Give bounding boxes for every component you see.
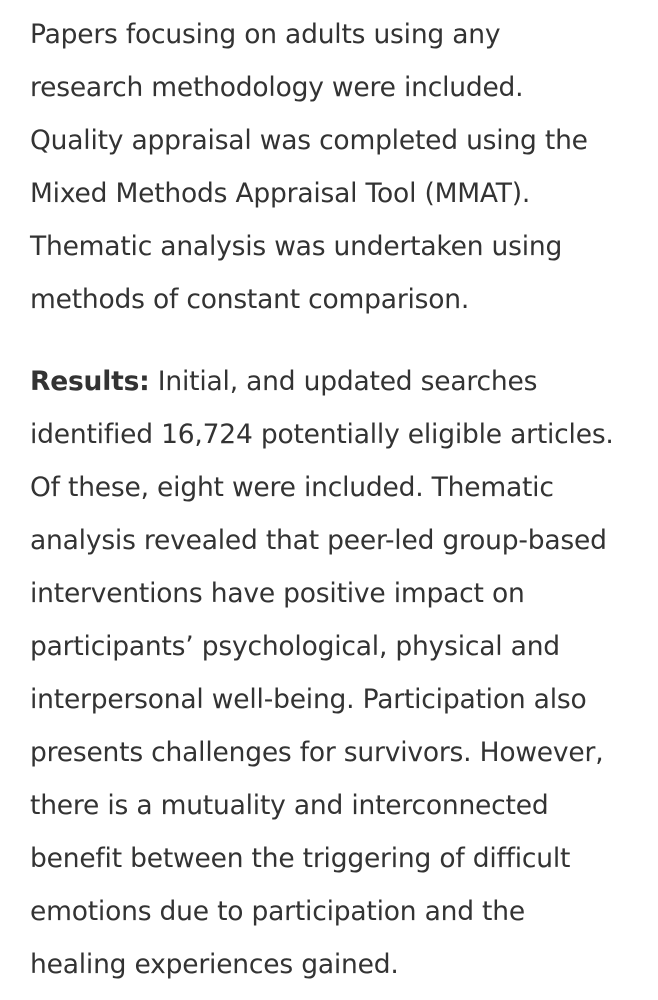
results-line: analysis revealed that peer-led group-based: [30, 525, 607, 556]
results-line: Of these, eight were included. Thematic: [30, 472, 554, 503]
abstract-text: [30, 8, 650, 991]
methods-line: Mixed Methods Appraisal Tool (MMAT).: [30, 178, 531, 209]
methods-line: research methodology were included.: [30, 72, 524, 103]
results-first-line: [30, 355, 650, 408]
results-line: healing experiences gained.: [30, 949, 399, 980]
results-first-line-text: Initial, and updated searches: [149, 366, 538, 397]
methods-line: Quality appraisal was completed using the: [30, 125, 588, 156]
methods-line: Thematic analysis was undertaken using: [30, 231, 563, 262]
results-line: there is a mutuality and interconnected: [30, 790, 549, 821]
results-paragraph: [30, 355, 650, 991]
results-line: presents challenges for survivors. However,: [30, 737, 604, 768]
paragraph-gap: [30, 326, 650, 355]
methods-line: Papers focusing on adults using any: [30, 19, 501, 50]
results-line: interventions have positive impact on: [30, 578, 525, 609]
results-line: benefit between the triggering of difficult: [30, 843, 571, 874]
results-line: participants’ psychological, physical and: [30, 631, 560, 662]
methods-line: methods of constant comparison.: [30, 284, 470, 315]
results-line: interpersonal well-being. Participation also: [30, 684, 587, 715]
results-line: emotions due to participation and the: [30, 896, 525, 927]
methods-paragraph: [30, 8, 650, 326]
results-label: Results:: [30, 366, 150, 397]
results-line: identified 16,724 potentially eligible articles.: [30, 419, 614, 450]
